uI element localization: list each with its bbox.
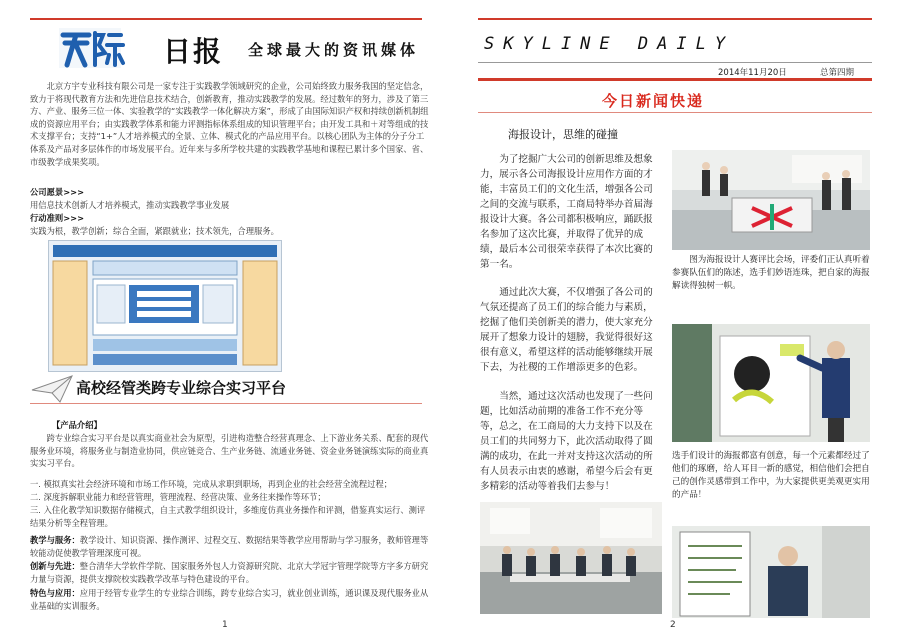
newspaper-title: 日报 bbox=[163, 35, 224, 68]
date-rule bbox=[478, 78, 872, 81]
article-paragraph-2: 通过此次大赛，不仅增强了各公司的气氛还提高了员工们的综合能力与素质，挖掘了他们美创新美的潜力，使大家充分展开了想象力设计的翅膀，我觉得很好这很有意义，希望这样的活动能够继续开展下去，为社稷的工作增添更多的色彩。 bbox=[480, 287, 653, 373]
masthead-rule bbox=[478, 62, 872, 63]
feature-heading: 特色与应用： bbox=[30, 588, 80, 598]
photo-caption-2: 选手们设计的海报都富有创意，每一个元素都经过了他们的琢磨，给人耳目一新的感觉，相信他们会把自己的创作灵感带到工作中，为大家提供更美观更实用的产品！ bbox=[672, 451, 870, 500]
innovation-heading: 创新与先进： bbox=[30, 561, 80, 571]
news-headline: 今日新闻快递 bbox=[602, 92, 705, 110]
company-intro: 北京方宇专业科技有限公司是一家专注于实践教学领域研究的企业，公司始终致力服务我国的坚定信念，致力于将现代教育方法和先进信息技术结合，创新教育，推动实践教学的发展。经过数年的努力，涉及了第三方、产业、服务三位一体、实验教学的“实践教学一体化解决方案”，形成了由国际知识产权和持续创新机制组成的资源应用平台；由实践教学体系和能力评测指标体系组成的知识管理平台；由开发工具和＋对等组成的技术支撑平台；支持“1+”人才培养模式的全景、立体、模式化的产品应用平台。以核心团队为主体的分子分工体系及产品对多层体作的市场发展平台。近年来与多所学校共建的实践教学基地和课程已累计多个国家、省、市级教学成果奖项。 bbox=[30, 81, 429, 167]
tianji-logo bbox=[55, 25, 127, 71]
product-text: 跨专业综合实习平台是以真实商业社会为原型，引进构造整合经营真理念、上下游业务关系、配套的现代服务业环境，将服务业与制造业协同，供应链竞合、生产业务链、流通业务链、资金业务链演练实际的商业真实实习平台。 bbox=[30, 433, 429, 469]
feature-paragraph bbox=[30, 587, 430, 612]
service-text: 教学设计、知识资源、操作测评、过程交互、数据结果等教学应用帮助与学习服务，教师管理等较能动促使教学管理深度可视。 bbox=[30, 535, 429, 558]
issue-date: 2014年11月20日 bbox=[718, 68, 787, 78]
top-rule-right bbox=[478, 18, 872, 20]
service-paragraph bbox=[30, 534, 430, 559]
article-paragraph-3: 当然，通过这次活动也发现了一些问题，比如活动前期的准备工作不充分等等，总之，在工商局的大力支持下以及在员工们的共同努力下，此次活动取得了圆满的成功，在此一并对支持这次活动的所有人员表示由衷的感谢，希望今后会有更多精彩的活动等着我们去参与！ bbox=[480, 391, 653, 492]
vision-text: 用信息技术创新人才培养模式，推动实践教学事业发展 bbox=[30, 200, 230, 210]
platform-architecture-diagram bbox=[48, 240, 282, 372]
photo-caption-1: 图为海报设计人赛评比会场，评委们正认真听着参赛队伍们的陈述，选手们妙语连珠，把自家的海报解读得独树一帜。 bbox=[672, 255, 870, 291]
photo-poster-board bbox=[672, 526, 870, 618]
action-text: 实践为根，教学创新；综合全面，紧跟就业；技术领先，合理服务。 bbox=[30, 226, 279, 236]
page-number-right: 2 bbox=[670, 620, 676, 630]
service-heading: 教学与服务： bbox=[30, 535, 80, 545]
platform-title: 高校经管类跨专业综合实习平台 bbox=[76, 379, 287, 397]
slogan: 全球最大的资讯媒体 bbox=[248, 41, 420, 59]
bullet-1: 一. 模拟真实社会经济环境和市场工作环境，完成从求职到职场，再到企业的社会经营全流程过程； bbox=[30, 479, 393, 489]
article-paragraph-1: 为了挖掘广大公司的创新思维及想象力，展示各公司海报设计应用作方面的才能，丰富员工们的文化生活，增强各公司之间的交流与联系，工商局特举办首届海报设计大赛。各公司都积极响应，踊跃报名参加了这次比赛，并取得了优异的成绩，最后本公司很荣幸获得了本次比赛的第一名。 bbox=[480, 154, 653, 270]
issue-number: 总第四期 bbox=[820, 68, 855, 78]
vision-heading: 公司愿景>>> bbox=[30, 187, 85, 197]
photo-contestant-presentation bbox=[672, 324, 870, 442]
section-rule bbox=[30, 403, 422, 404]
article-subtitle: 海报设计，思维的碰撞 bbox=[508, 128, 618, 141]
innovation-text: 整合清华大学软件学院、国家服务外包人力资源研究院、北京大学冠宇管理学院等方字多方研究力量与资源，提供支撑院校实践教学改革与特色建设的平台。 bbox=[30, 561, 429, 584]
right-page bbox=[450, 0, 900, 636]
top-rule bbox=[30, 18, 422, 20]
product-heading: 【产品介绍】 bbox=[52, 420, 102, 430]
bullet-2: 二. 深度拆解职业能力和经营管理，管理流程、经营决策、业务往来操作等环节； bbox=[30, 492, 326, 502]
paper-plane-icon bbox=[30, 374, 74, 404]
masthead: SKYLINE DAILY bbox=[484, 34, 735, 54]
photo-judging-venue bbox=[672, 150, 870, 250]
headline-rule bbox=[478, 112, 872, 113]
feature-text: 应用于经管专业学生的专业综合训练，跨专业综合实习，就业创业训练，通识课及现代服务业从业基础的实训服务。 bbox=[30, 588, 429, 611]
photo-classroom bbox=[480, 502, 662, 614]
action-heading: 行动准则>>> bbox=[30, 213, 85, 223]
page-number-left: 1 bbox=[222, 620, 228, 630]
bullet-3: 三. 入住化教学知识数据存储模式，自主式教学组织设计，多维度仿真业务操作和评测，借鉴真实运行、测评结果分析等全程管理。 bbox=[30, 505, 426, 528]
innovation-paragraph bbox=[30, 560, 430, 585]
